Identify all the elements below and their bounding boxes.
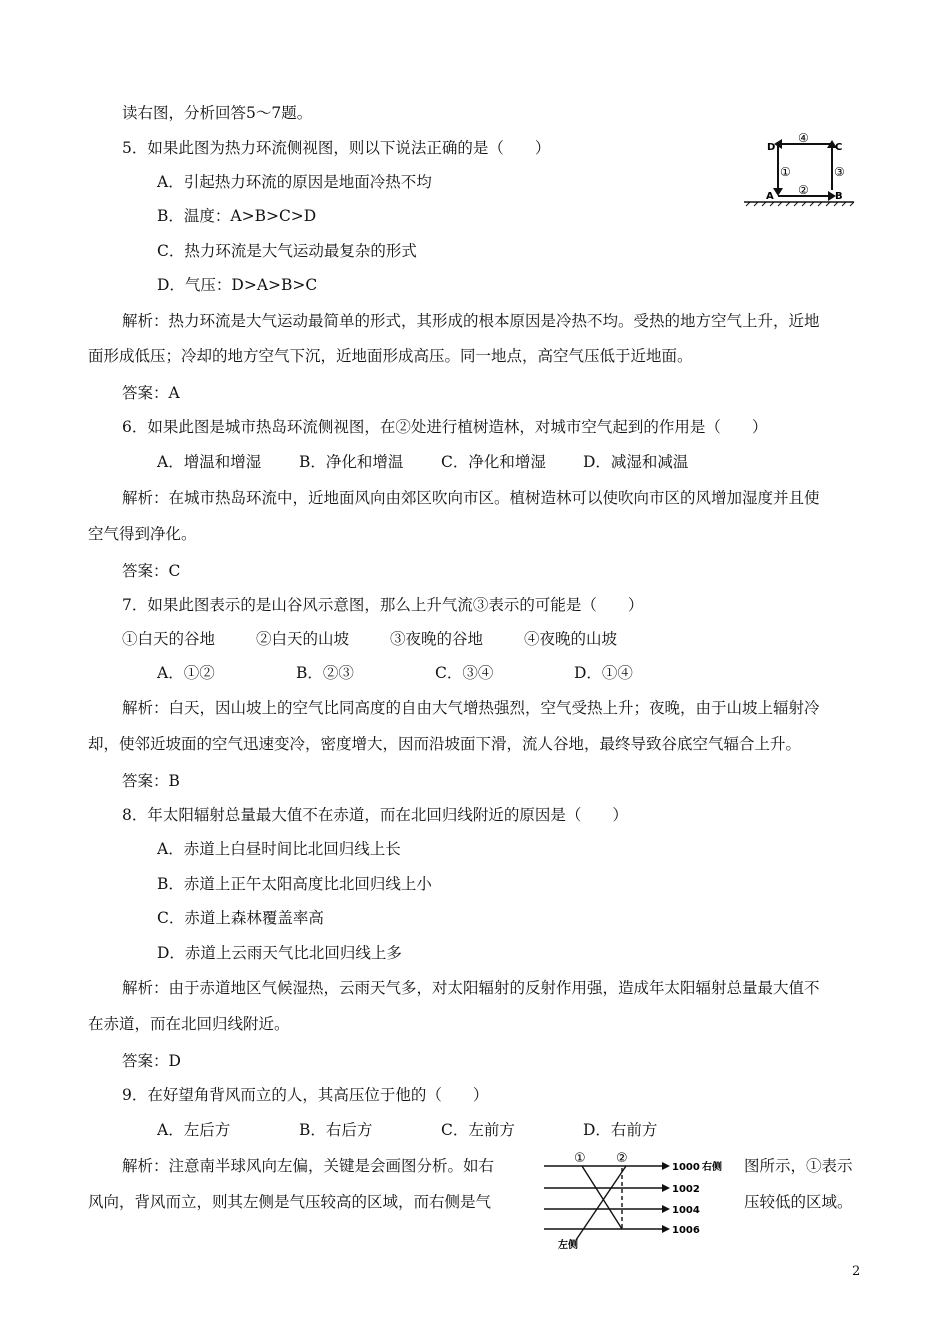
q7-analysis-line2: 却，使邻近坡面的空气迅速变冷，密度增大，因而沿坡面下滑，流人谷地，最终导致谷底空气辐合上升。	[88, 735, 802, 753]
q6-answer: 答案：C	[122, 562, 181, 580]
isobar-1004: 1004	[672, 1205, 700, 1216]
q7-choice-4: ④夜晚的山坡	[524, 630, 618, 648]
q9-analysis-line1-left: 解析：注意南半球风向左偏，关键是会画图分析。如右	[122, 1157, 495, 1175]
q7-option-c: C．③④	[435, 664, 494, 682]
isobar-1002: 1002	[672, 1184, 700, 1195]
q7-answer: 答案：B	[122, 772, 180, 790]
q5-analysis-line2: 面形成低压；冷却的地方空气下沉，近地面形成高压。同一地点，高空气压低于近地面。	[88, 347, 693, 365]
q8-option-b: B．赤道上正午太阳高度比北回归线上小	[157, 875, 432, 893]
q7-options	[157, 663, 633, 683]
q9-analysis-line2-right: 压较低的区域。	[744, 1193, 853, 1211]
isobar-1006: 1006	[672, 1225, 700, 1236]
q9-option-d: D．右前方	[583, 1121, 658, 1139]
q7-option-a: A．①②	[157, 664, 215, 682]
q5-option-d: D．气压：D>A>B>C	[157, 276, 318, 294]
left-side-label: 左侧	[558, 1240, 578, 1251]
marker-1: ①	[574, 1151, 586, 1166]
marker-2: ②	[616, 1151, 628, 1166]
q7-option-d: D．①④	[574, 664, 633, 682]
q8-analysis-line1: 解析：由于赤道地区气候湿热，云雨天气多，对太阳辐射的反射作用强，造成年太阳辐射总量最大值不	[122, 979, 820, 997]
q6-question: 6．如果此图是城市热岛环流侧视图，在②处进行植树造林，对城市空气起到的作用是（ ）	[122, 418, 768, 436]
q9-options	[157, 1120, 657, 1140]
arrow-label-4: ④	[798, 131, 809, 145]
q6-options	[157, 452, 688, 472]
page-number: 2	[852, 1264, 861, 1279]
q6-analysis-line2: 空气得到净化。	[88, 525, 197, 543]
q8-analysis-line2: 在赤道，而在北回归线附近。	[88, 1015, 290, 1033]
intro-text: 读右图，分析回答5～7题。	[122, 104, 313, 122]
q5-analysis-line1: 解析：热力环流是大气运动最简单的形式，其形成的根本原因是冷热不均。受热的地方空气上升，近地	[122, 312, 820, 330]
isobar-1000: 1000	[672, 1162, 700, 1173]
q9-option-b: B．右后方	[299, 1121, 373, 1139]
q5-option-b: B．温度：A>B>C>D	[157, 207, 317, 225]
arrow-label-3: ③	[834, 165, 845, 179]
circulation-diagram	[740, 128, 860, 208]
q5-option-c: C．热力环流是大气运动最复杂的形式	[157, 242, 417, 260]
arrow-label-2: ②	[798, 183, 809, 197]
q7-analysis-line1: 解析：白天，因山坡上的空气比同高度的自由大气增热强烈，空气受热上升；夜晚，由于山坡上辐射冷	[122, 699, 820, 717]
q9-analysis-line1-right: 图所示，①表示	[744, 1157, 853, 1175]
q7-choice-2: ②白天的山坡	[256, 630, 350, 648]
q6-option-c: C．净化和增湿	[441, 453, 546, 471]
q8-question: 8．年太阳辐射总量最大值不在赤道，而在北回归线附近的原因是（ ）	[122, 806, 628, 824]
isobar-diagram	[538, 1148, 738, 1252]
label-a: A	[766, 191, 774, 202]
q6-analysis-line1: 解析：在城市热岛环流中，近地面风向由郊区吹向市区。植树造林可以使吹向市区的风增加湿度并且使	[122, 489, 820, 507]
q9-analysis-line2-left: 风向，背风而立，则其左侧是气压较高的区域，而右侧是气	[88, 1193, 492, 1211]
arrow-label-1: ①	[780, 165, 791, 179]
q6-option-b: B．净化和增温	[299, 453, 404, 471]
q5-answer: 答案：A	[122, 384, 180, 402]
q7-choices	[122, 629, 617, 649]
q8-option-d: D．赤道上云雨天气比北回归线上多	[157, 944, 402, 962]
label-b: B	[835, 191, 843, 202]
q8-answer: 答案：D	[122, 1052, 181, 1070]
label-c: C	[835, 142, 843, 153]
q9-option-c: C．左前方	[441, 1121, 515, 1139]
right-side-label: 右侧	[702, 1162, 722, 1173]
q9-option-a: A．左后方	[157, 1121, 231, 1139]
q7-question: 7．如果此图表示的是山谷风示意图，那么上升气流③表示的可能是（ ）	[122, 596, 644, 614]
label-d: D	[767, 142, 776, 153]
q7-choice-3: ③夜晚的谷地	[390, 630, 484, 648]
q8-option-c: C．赤道上森林覆盖率高	[157, 909, 324, 927]
q9-question: 9．在好望角背风而立的人，其高压位于他的（ ）	[122, 1086, 489, 1104]
q8-option-a: A．赤道上白昼时间比北回归线上长	[157, 840, 401, 858]
q7-choice-1: ①白天的谷地	[122, 630, 216, 648]
q6-option-a: A．增温和增湿	[157, 453, 262, 471]
q7-option-b: B．②③	[296, 664, 354, 682]
q5-option-a: A．引起热力环流的原因是地面冷热不均	[157, 173, 432, 191]
q5-question: 5．如果此图为热力环流侧视图，则以下说法正确的是（ ）	[122, 139, 551, 157]
q6-option-d: D．减湿和减温	[583, 453, 689, 471]
